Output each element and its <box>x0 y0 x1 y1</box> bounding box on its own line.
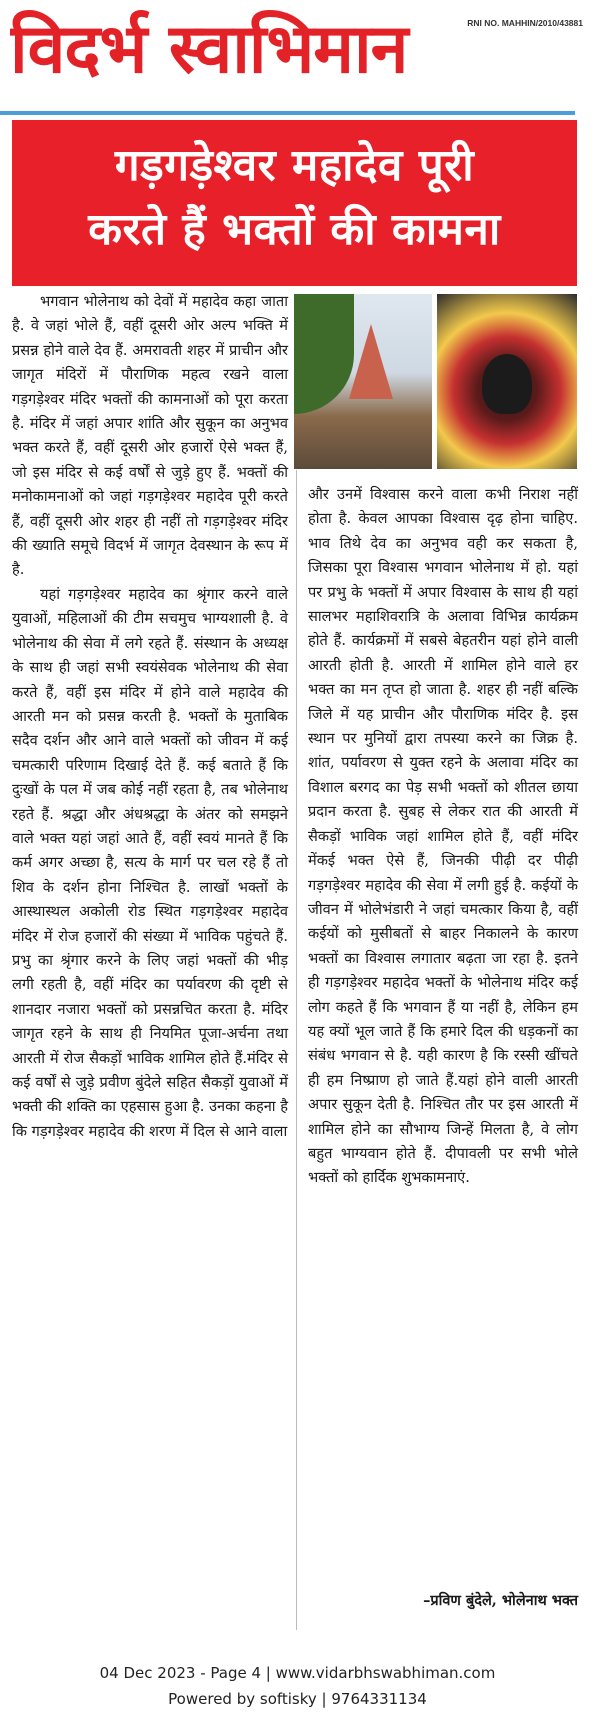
newspaper-logo: विदर्भ स्वाभिमान <box>10 10 408 89</box>
footer-date-page: 04 Dec 2023 - Page 4 | www.vidarbhswabhiman.com <box>99 1664 496 1682</box>
temple-spire-shape <box>349 324 393 399</box>
temple-photo <box>294 294 432 469</box>
article-paragraph: यहां गड़गड़ेश्वर महादेव का श्रृंगार करने वाले युवाओं, महिलाओं की टीम सचमुच भाग्यशाली है. वे भोलेनाथ की सेवा में लगे रहते हैं. संस्थान के अध्यक्ष के साथ ही जहां सभी स्वयंसेवक भोलेनाथ की सेवा करते हैं, वहीं इस मंदिर में होने वाले महादेव की आरती मन को प्रसन्न करती है. भक्तों के मुताबिक सदैव दर्शन और आने वाले भक्तों को जीवन में कई चमत्कारी परिणाम दिखाई देते हैं. कई बताते हैं कि दुःखों के पल में जब कोई नहीं रहता है, तब भोलेनाथ रहते हैं. श्रद्धा और अंधश्रद्धा के अंतर को समझने वाले भक्त यहां जहां आते हैं, वहीं स्वयं मानते हैं कि कर्म अगर अच्छा है, सत्य के मार्ग पर चल रहे हैं तो शिव के दर्शन होना निश्चित है. लाखों भक्तों के आस्थास्थल अकोली रोड स्थित गड़गड़ेश्वर महादेव मंदिर में रोज हजारों की संख्या में भाविक पहुंचते हैं. प्रभु का श्रृंगार करने के लिए जहां भक्तों की भीड़ लगी रहती है, वहीं मंदिर का पर्यावरण की दृष्टी से शानदार नजारा भक्तों को प्रसन्नचित करता है. मंदिर जागृत रहने के साथ ही नियमित पूजा-अर्चना तथा आरती में रोज सैकड़ों भाविक शामिल होते हैं.मंदिर से कई वर्षों से जुड़े प्रवीण बुंदेले सहित सैकड़ों युवाओं में भक्ती की शक्ति का एहसास हुआ है. उनका कहना है कि गड़गड़ेश्वर महादेव की शरण में दिल से आने वाला <box>12 585 288 1140</box>
headline-banner <box>12 120 577 286</box>
rni-number: RNI NO. MAHHIN/2010/43881 <box>467 18 583 28</box>
author-signature: –प्रविण बुंदेले, भोलेनाथ भक्त <box>423 1592 578 1609</box>
article-column-1 <box>12 290 288 1144</box>
masthead <box>0 0 595 112</box>
tree-shape <box>294 294 354 414</box>
column-divider <box>296 470 297 1630</box>
page-footer <box>0 1660 595 1712</box>
deity-shape <box>482 354 532 414</box>
headline-line-1: गड़गड़ेश्वर महादेव पूरी <box>114 140 475 191</box>
article-paragraph: और उनमें विश्वास करने वाला कभी निराश नहीं होता है. केवल आपका विश्वास दृढ़ होना चाहिए. भाव तिथे देव का अनुभव वही कर सकता है, जिसका पूरा विश्वास भगवान भोलेनाथ में हो. यहां पर प्रभु के भक्तों में अपार विश्वास के साथ ही यहां सालभर महाशिवरात्रि के अलावा विभिन्न कार्यक्रम होते हैं. कार्यक्रमों में सबसे बेहतरीन यहां होने वाली आरती होती है. आरती में शामिल होने वाले हर भक्त का मन तृप्त हो जाता है. शहर ही नहीं बल्कि जिले में यह प्राचीन और पौराणिक मंदिर है. इस स्थान पर मुनियों द्वारा तपस्या करने का जिक्र है. शांत, पर्यावरण से युक्त रहने के अलावा मंदिर का विशाल बरगद का पेड़ सभी भक्तों को शीतल छाया प्रदान करता है. सुबह से लेकर रात की आरती में सैकड़ों भाविक जहां शामिल होते हैं, वहीं मंदिर मेंकई भक्त ऐसे हैं, जिनकी पीढ़ी दर पीढ़ी गड़गड़ेश्वर महादेव की सेवा में लगी हुई है. कईयों के जीवन में भोलेभंडारी ने जहां चमत्कार किया है, वहीं कईयों को मुसीबतों से बाहर निकालने के कारण भक्तों का विश्वास लगातार बढ़ता जा रहा है. इतने ही गड़गड़ेश्वर महादेव भक्तों के भोलेनाथ मंदिर कई लोग कहते हैं कि भगवान हैं या नहीं है, लेकिन हम यह क्यों भूल जाते हैं कि हमारे दिल की धड़कनों का संबंध भगवान से है. यही कारण है कि रस्सी खींचते ही हम निष्प्राण हो जाते हैं.यहां होने वाली आरती अपार सुकून देती है. निश्चित तौर पर इस आरती में शामिल होने का सौभाग्य जिन्हें मिलता है, वे लोग बहुत भाग्यवान होते हैं. दीपावली पर सभी भोले भक्तों को हार्दिक शुभकामनाएं. <box>308 486 578 1187</box>
deity-photo <box>437 294 577 469</box>
article-column-2 <box>308 483 578 1191</box>
masthead-rule <box>0 111 575 115</box>
footer-powered-by: Powered by softisky | 9764331134 <box>168 1690 427 1708</box>
article-paragraph: भगवान भोलेनाथ को देवों में महादेव कहा जाता है. वे जहां भोले हैं, वहीं दूसरी ओर अल्प भक्ति में प्रसन्न होने वाले देव हैं. अमरावती शहर में प्राचीन और जागृत मंदिरों में पौराणिक महत्व रखने वाला गड़गड़ेश्वर मंदिर भक्तों की कामनाओं को पूरा करता है. मंदिर में जहां अपार शांति और सुकून का अनुभव भक्त करते हैं, वहीं दूसरी ओर हजारों ऐसे भक्त हैं, जो इस मंदिर से कई वर्षों से जुड़े हुए हैं. भक्तों की मनोकामनाओं को जहां गड़गड़ेश्वर महादेव पूरी करते हैं, वहीं दूसरी ओर शहर ही नहीं तो गड़गड़ेश्वर मंदिर की ख्याति समूचे विदर्भ में जागृत देवस्थान के रूप में है. <box>12 293 288 579</box>
headline-line-2: करते हैं भक्तों की कामना <box>88 204 501 255</box>
